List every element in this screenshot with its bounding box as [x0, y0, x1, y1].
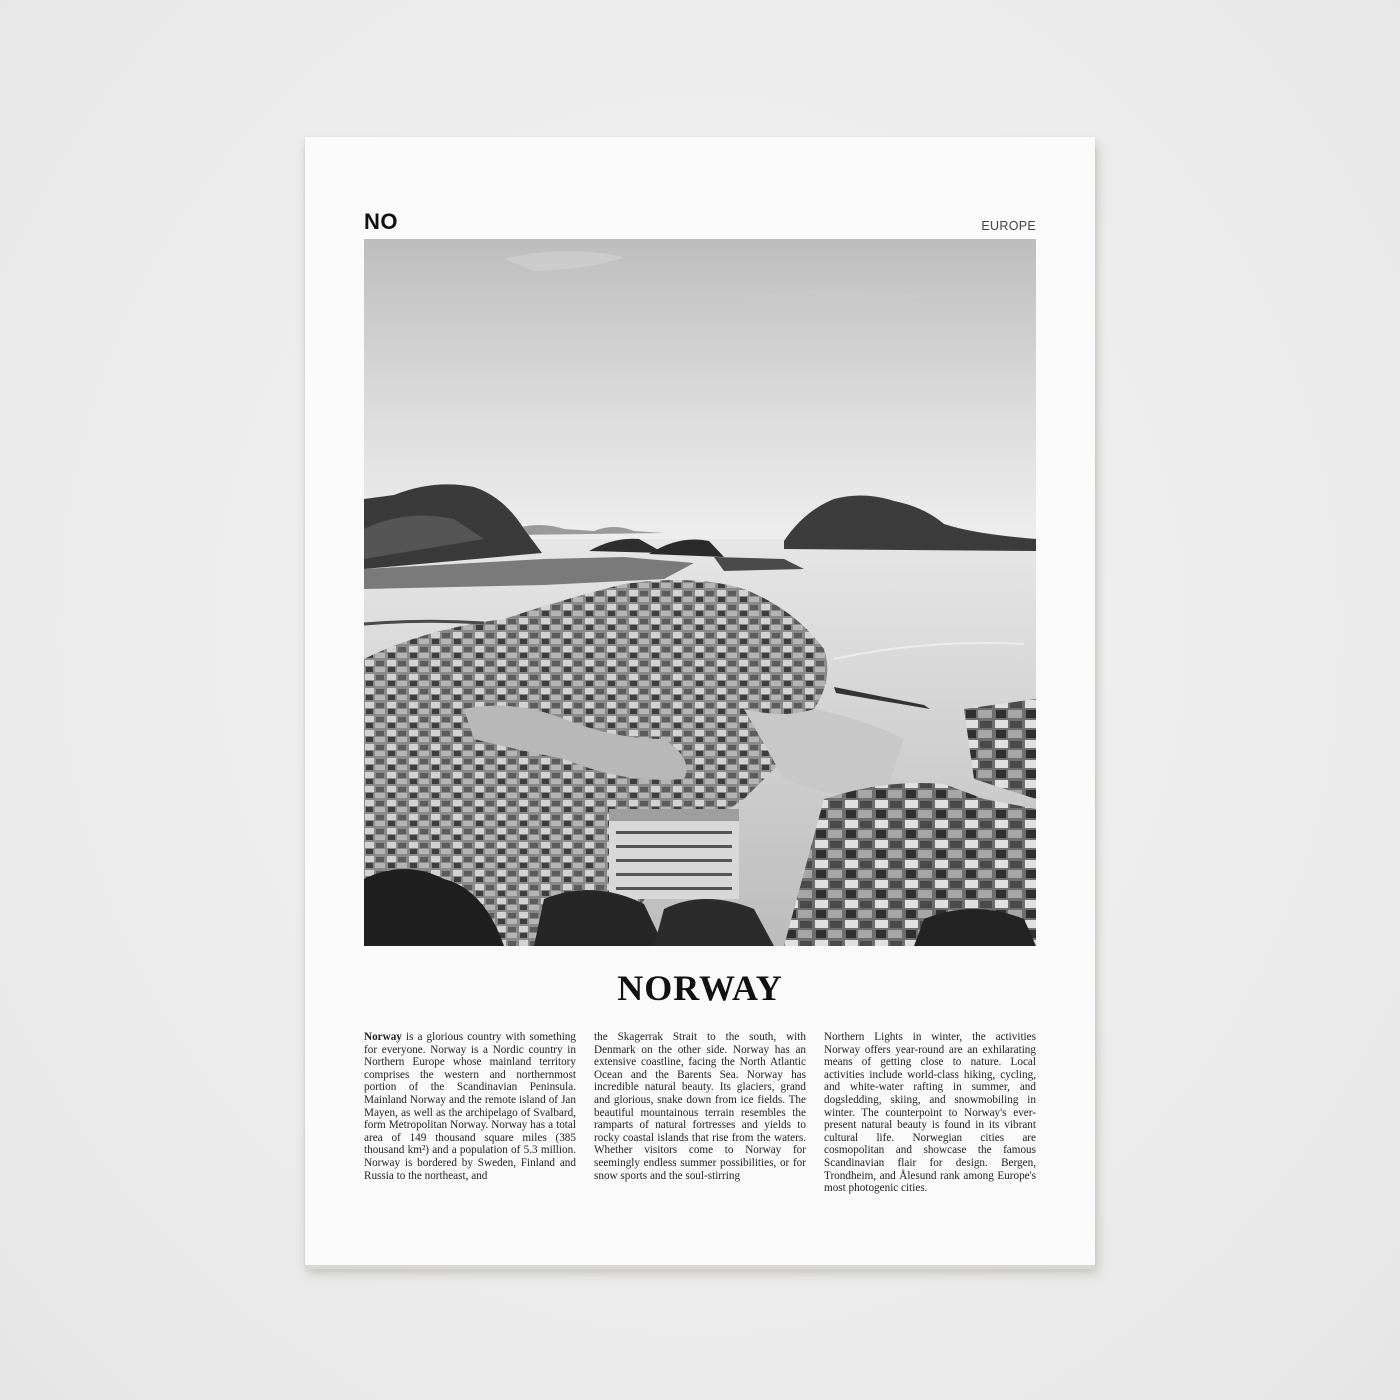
description-column-1	[364, 1031, 576, 1195]
description-column-3: Northern Lights in winter, the activities Norway offers year-round are an exhilarating means of getting close to nature. Local activities include world-class hiking, cycling, and white-water rafting in summer, and dogsledding, skiing, and snowmobiling in winter. The counterpoint to Norway's ever-present natural beauty is found in its vibrant cultural life. Norwegian cities are cosmopolitan and showcase the famous Scandinavian flair for design. Bergen, Trondheim, and Ålesund rank among Europe's most photogenic cities.	[824, 1031, 1036, 1195]
country-code: NO	[364, 209, 398, 234]
poster-title: NORWAY	[617, 968, 783, 1008]
lead-word: Norway	[364, 1031, 402, 1043]
description-column-2: the Skagerrak Strait to the south, with Denmark on the other side. Norway has an extensive coastline, facing the North Atlantic Ocean and the Barents Sea. Norway has incredible natural beauty. Its glaciers, grand and glorious, snake down from ice fields. The beautiful mountainous terrain resembles the ramparts of natural fortresses and yields to rocky coastal islands that rise from the waters. Whether visitors come to Norway for seemingly endless summer possibilities, or for snow sports and the soul-stirring	[594, 1031, 806, 1182]
aerial-city-photo	[364, 239, 1036, 946]
region-label: EUROPE	[981, 219, 1036, 233]
column-1-text: is a glorious country with something for everyone. Norway is a Nordic country in Northern Europe whose mainland territory comprises the western and northernmost portion of the Scandinavian Peninsula. Mainland Norway and the remote island of Jan Mayen, as well as the archipelago of Svalbard, form Metropolitan Norway. Norway has a total area of 149 thousand square miles (385 thousand km²) and a population of 5.3 million. Norway is bordered by Sweden, Finland and Russia to the northeast, and	[364, 1031, 576, 1182]
poster-print	[305, 137, 1095, 1265]
description-text	[364, 1031, 1036, 1195]
